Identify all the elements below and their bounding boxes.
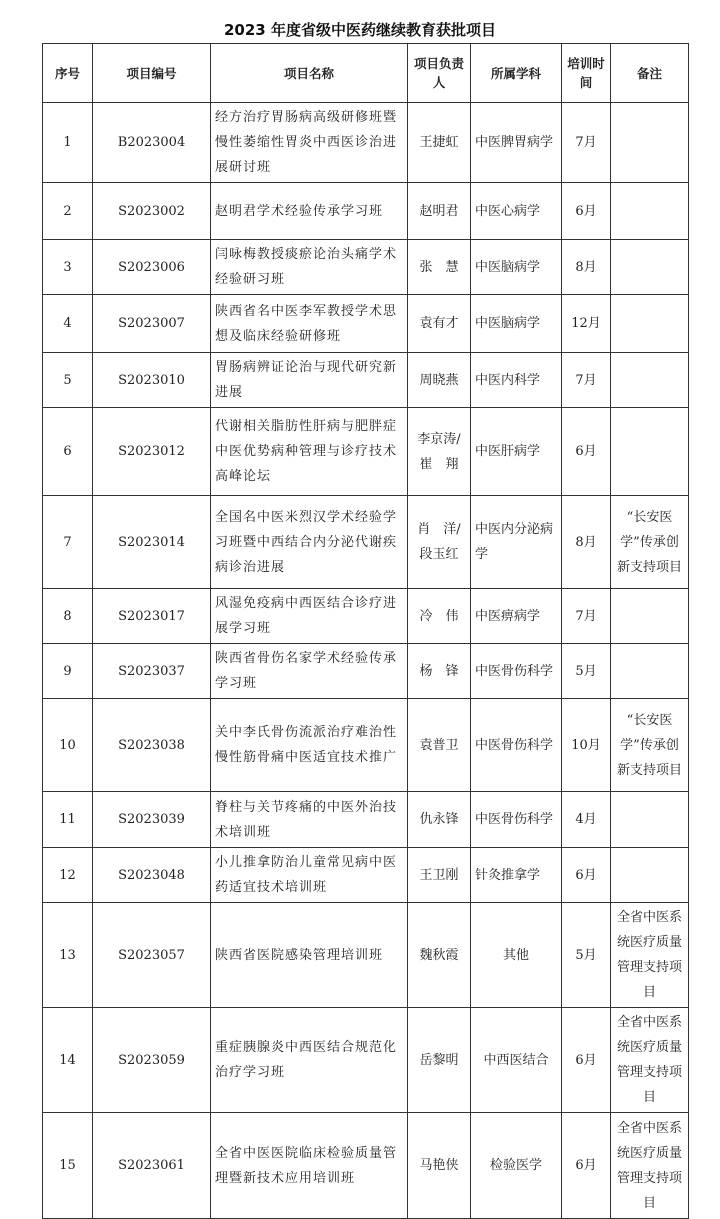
cell-period: 5月: [562, 644, 611, 699]
cell-leader: 张 慧: [408, 240, 471, 295]
cell-discipline: 中医内分泌病学: [471, 496, 562, 589]
cell-discipline: 检验医学: [471, 1113, 562, 1219]
table-row: [43, 792, 689, 848]
table-row: [43, 699, 689, 792]
cell-name: 陕西省医院感染管理培训班: [211, 903, 408, 1008]
table-row: [43, 1113, 689, 1219]
cell-seq: 13: [43, 903, 93, 1008]
header-seq: 序号: [43, 44, 93, 103]
cell-period: 6月: [562, 408, 611, 496]
table-row: [43, 903, 689, 1008]
cell-leader: 杨 锋: [408, 644, 471, 699]
cell-discipline: 针灸推拿学: [471, 848, 562, 903]
cell-period: 6月: [562, 1008, 611, 1113]
cell-period: 6月: [562, 1113, 611, 1219]
cell-remark: [611, 792, 689, 848]
cell-discipline: 中医痹病学: [471, 589, 562, 644]
cell-seq: 10: [43, 699, 93, 792]
header-discipline: 所属学科: [471, 44, 562, 103]
cell-code: S2023038: [93, 699, 211, 792]
cell-remark: 全省中医系统医疗质量管理支持项目: [611, 1008, 689, 1113]
cell-period: 4月: [562, 792, 611, 848]
cell-leader: 仇永锋: [408, 792, 471, 848]
cell-seq: 6: [43, 408, 93, 496]
cell-remark: [611, 644, 689, 699]
cell-leader: 袁有才: [408, 295, 471, 353]
cell-code: S2023002: [93, 183, 211, 240]
header-period: 培训时间: [562, 44, 611, 103]
cell-discipline: 中医骨伤科学: [471, 699, 562, 792]
cell-period: 8月: [562, 240, 611, 295]
table-row: [43, 848, 689, 903]
table-row: [43, 496, 689, 589]
cell-seq: 5: [43, 353, 93, 408]
header-row: [43, 44, 689, 103]
cell-seq: 9: [43, 644, 93, 699]
cell-code: S2023012: [93, 408, 211, 496]
cell-period: 6月: [562, 848, 611, 903]
cell-leader: 李京涛/崔 翔: [408, 408, 471, 496]
cell-name: 风湿免疫病中西医结合诊疗进展学习班: [211, 589, 408, 644]
cell-seq: 14: [43, 1008, 93, 1113]
cell-remark: [611, 240, 689, 295]
cell-remark: [611, 183, 689, 240]
cell-leader: 马艳侠: [408, 1113, 471, 1219]
cell-leader: 袁普卫: [408, 699, 471, 792]
table-row: [43, 644, 689, 699]
cell-name: 陕西省名中医李军教授学术思想及临床经验研修班: [211, 295, 408, 353]
cell-name: 经方治疗胃肠病高级研修班暨慢性萎缩性胃炎中西医诊治进展研讨班: [211, 103, 408, 183]
cell-code: S2023017: [93, 589, 211, 644]
cell-seq: 2: [43, 183, 93, 240]
cell-seq: 1: [43, 103, 93, 183]
cell-period: 7月: [562, 353, 611, 408]
cell-leader: 赵明君: [408, 183, 471, 240]
cell-leader: 魏秋霞: [408, 903, 471, 1008]
cell-discipline: 中医骨伤科学: [471, 792, 562, 848]
cell-code: S2023010: [93, 353, 211, 408]
cell-period: 7月: [562, 589, 611, 644]
cell-remark: “长安医学”传承创新支持项目: [611, 496, 689, 589]
cell-name: 小儿推拿防治儿童常见病中医药适宜技术培训班: [211, 848, 408, 903]
cell-code: S2023059: [93, 1008, 211, 1113]
cell-remark: “长安医学”传承创新支持项目: [611, 699, 689, 792]
table-row: [43, 103, 689, 183]
header-name: 项目名称: [211, 44, 408, 103]
cell-code: B2023004: [93, 103, 211, 183]
header-leader: 项目负责人: [408, 44, 471, 103]
cell-name: 胃肠病辨证论治与现代研究新进展: [211, 353, 408, 408]
cell-seq: 11: [43, 792, 93, 848]
table-row: [43, 1008, 689, 1113]
page-title: 2023 年度省级中医药继续教育获批项目: [224, 21, 496, 39]
cell-name: 代谢相关脂肪性肝病与肥胖症中医优势病种管理与诊疗技术高峰论坛: [211, 408, 408, 496]
cell-period: 10月: [562, 699, 611, 792]
header-remark: 备注: [611, 44, 689, 103]
cell-code: S2023014: [93, 496, 211, 589]
cell-period: 8月: [562, 496, 611, 589]
cell-seq: 12: [43, 848, 93, 903]
cell-name: 陕西省骨伤名家学术经验传承学习班: [211, 644, 408, 699]
cell-period: 7月: [562, 103, 611, 183]
cell-seq: 4: [43, 295, 93, 353]
cell-name: 关中李氏骨伤流派治疗难治性慢性筋骨痛中医适宜技术推广: [211, 699, 408, 792]
cell-code: S2023007: [93, 295, 211, 353]
cell-name: 闫咏梅教授痰瘀论治头痛学术经验研习班: [211, 240, 408, 295]
cell-seq: 15: [43, 1113, 93, 1219]
cell-seq: 8: [43, 589, 93, 644]
cell-discipline: 中医肝病学: [471, 408, 562, 496]
cell-name: 全国名中医米烈汉学术经验学习班暨中西结合内分泌代谢疾病诊治进展: [211, 496, 408, 589]
cell-remark: [611, 848, 689, 903]
cell-discipline: 中医内科学: [471, 353, 562, 408]
cell-leader: 岳黎明: [408, 1008, 471, 1113]
cell-leader: 王捷虹: [408, 103, 471, 183]
cell-remark: [611, 408, 689, 496]
cell-remark: [611, 295, 689, 353]
cell-code: S2023037: [93, 644, 211, 699]
cell-remark: 全省中医系统医疗质量管理支持项目: [611, 1113, 689, 1219]
cell-discipline: 中医骨伤科学: [471, 644, 562, 699]
projects-table: [42, 43, 689, 1219]
cell-period: 5月: [562, 903, 611, 1008]
cell-remark: [611, 353, 689, 408]
cell-seq: 7: [43, 496, 93, 589]
cell-remark: [611, 589, 689, 644]
cell-name: 脊柱与关节疼痛的中医外治技术培训班: [211, 792, 408, 848]
cell-code: S2023039: [93, 792, 211, 848]
cell-remark: 全省中医系统医疗质量管理支持项目: [611, 903, 689, 1008]
cell-remark: [611, 103, 689, 183]
table-row: [43, 183, 689, 240]
cell-code: S2023048: [93, 848, 211, 903]
cell-code: S2023006: [93, 240, 211, 295]
cell-seq: 3: [43, 240, 93, 295]
cell-discipline: 中医脾胃病学: [471, 103, 562, 183]
cell-name: 赵明君学术经验传承学习班: [211, 183, 408, 240]
cell-leader: 肖 洋/段玉红: [408, 496, 471, 589]
cell-period: 12月: [562, 295, 611, 353]
cell-period: 6月: [562, 183, 611, 240]
cell-discipline: 中医心病学: [471, 183, 562, 240]
table-row: [43, 240, 689, 295]
cell-leader: 王卫刚: [408, 848, 471, 903]
table-row: [43, 353, 689, 408]
cell-leader: 周晓燕: [408, 353, 471, 408]
table-row: [43, 408, 689, 496]
header-code: 项目编号: [93, 44, 211, 103]
cell-code: S2023061: [93, 1113, 211, 1219]
cell-leader: 冷 伟: [408, 589, 471, 644]
cell-discipline: 中西医结合: [471, 1008, 562, 1113]
cell-discipline: 中医脑病学: [471, 295, 562, 353]
table-row: [43, 589, 689, 644]
cell-discipline: 中医脑病学: [471, 240, 562, 295]
cell-code: S2023057: [93, 903, 211, 1008]
cell-discipline: 其他: [471, 903, 562, 1008]
table-row: [43, 295, 689, 353]
cell-name: 全省中医医院临床检验质量管理暨新技术应用培训班: [211, 1113, 408, 1219]
cell-name: 重症胰腺炎中西医结合规范化治疗学习班: [211, 1008, 408, 1113]
